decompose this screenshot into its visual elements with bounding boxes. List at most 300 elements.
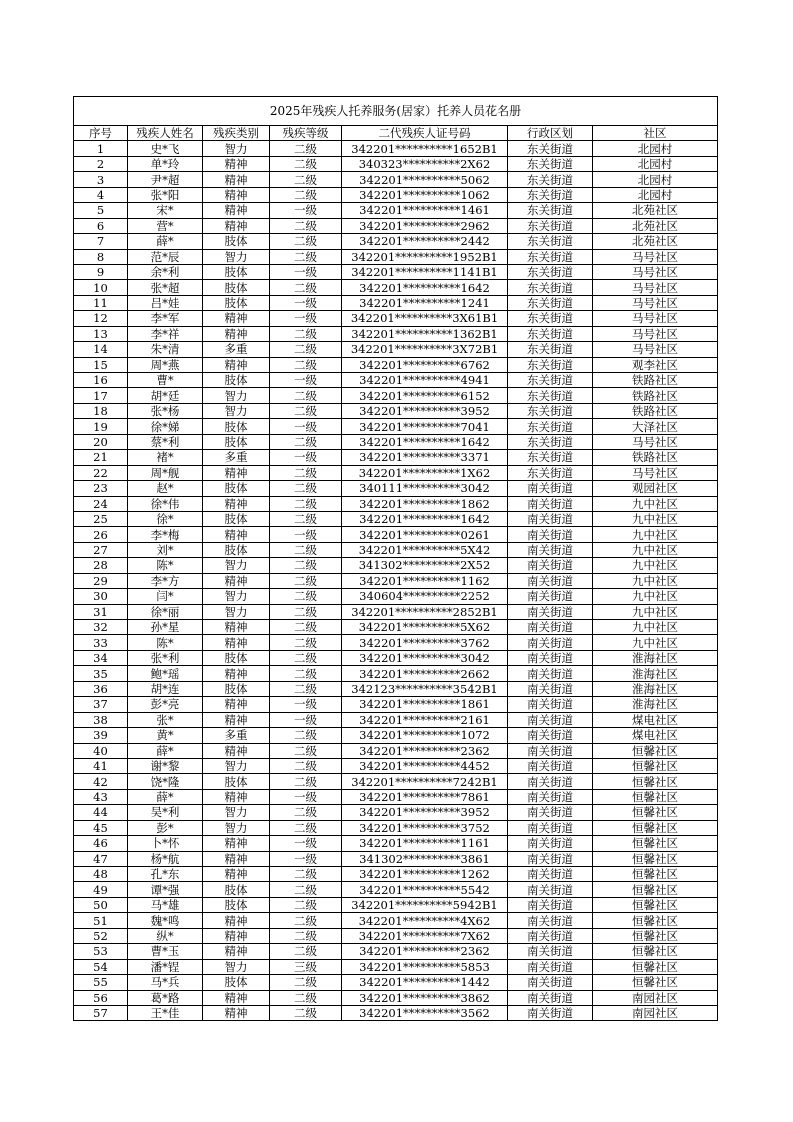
cell-cert-number: 342201**********3862 (342, 990, 508, 1005)
cell-level: 二级 (270, 357, 342, 372)
header-row (74, 126, 718, 141)
cell-category: 智力 (203, 959, 270, 974)
cell-cert-number: 340323**********2X62 (342, 156, 508, 171)
table-title: 2025年残疾人托养服务(居家）托养人员花名册 (74, 97, 718, 126)
cell-community: 马号社区 (593, 434, 718, 449)
cell-level: 二级 (270, 342, 342, 357)
cell-cert-number: 342201**********1652B1 (342, 141, 508, 156)
cell-district: 东关街道 (508, 187, 593, 202)
cell-district: 东关街道 (508, 465, 593, 480)
table-row (74, 388, 718, 403)
cell-index: 50 (74, 897, 128, 912)
cell-name: 张*超 (128, 280, 203, 295)
cell-community: 铁路社区 (593, 388, 718, 403)
table-row (74, 975, 718, 990)
cell-community: 九中社区 (593, 542, 718, 557)
cell-cert-number: 342201**********1362B1 (342, 326, 508, 341)
cell-category: 智力 (203, 805, 270, 820)
cell-level: 二级 (270, 913, 342, 928)
cell-name: 徐*丽 (128, 604, 203, 619)
table-row (74, 481, 718, 496)
cell-district: 东关街道 (508, 450, 593, 465)
table-row (74, 172, 718, 187)
cell-cert-number: 342201**********6762 (342, 357, 508, 372)
cell-category: 肢体 (203, 882, 270, 897)
cell-community: 北园村 (593, 141, 718, 156)
cell-cert-number: 342201**********1072 (342, 728, 508, 743)
cell-index: 4 (74, 187, 128, 202)
cell-index: 54 (74, 959, 128, 974)
cell-category: 多重 (203, 342, 270, 357)
cell-level: 二级 (270, 481, 342, 496)
table-row (74, 681, 718, 696)
table-row (74, 774, 718, 789)
cell-index: 27 (74, 542, 128, 557)
cell-category: 精神 (203, 218, 270, 233)
cell-level: 一级 (270, 203, 342, 218)
cell-level: 二级 (270, 758, 342, 773)
cell-district: 东关街道 (508, 357, 593, 372)
cell-level: 二级 (270, 867, 342, 882)
table-row (74, 156, 718, 171)
cell-level: 二级 (270, 882, 342, 897)
cell-community: 九中社区 (593, 620, 718, 635)
cell-category: 肢体 (203, 280, 270, 295)
cell-district: 南关街道 (508, 697, 593, 712)
cell-district: 南关街道 (508, 635, 593, 650)
cell-index: 29 (74, 573, 128, 588)
cell-cert-number: 342201**********5853 (342, 959, 508, 974)
cell-index: 3 (74, 172, 128, 187)
cell-cert-number: 342201**********1642 (342, 511, 508, 526)
cell-index: 52 (74, 928, 128, 943)
table-row (74, 496, 718, 511)
cell-level: 二级 (270, 728, 342, 743)
cell-cert-number: 342201**********5X42 (342, 542, 508, 557)
cell-community: 淮海社区 (593, 666, 718, 681)
cell-name: 陈* (128, 635, 203, 650)
cell-community: 恒馨社区 (593, 836, 718, 851)
cell-index: 21 (74, 450, 128, 465)
cell-name: 范*辰 (128, 249, 203, 264)
cell-cert-number: 342201**********5542 (342, 882, 508, 897)
cell-level: 二级 (270, 573, 342, 588)
cell-level: 二级 (270, 604, 342, 619)
cell-index: 28 (74, 558, 128, 573)
cell-level: 二级 (270, 326, 342, 341)
cell-category: 精神 (203, 311, 270, 326)
table-row (74, 650, 718, 665)
cell-name: 杨*航 (128, 851, 203, 866)
cell-category: 精神 (203, 913, 270, 928)
cell-category: 精神 (203, 527, 270, 542)
cell-level: 一级 (270, 264, 342, 279)
cell-level: 一级 (270, 789, 342, 804)
cell-index: 42 (74, 774, 128, 789)
cell-cert-number: 342201**********4X62 (342, 913, 508, 928)
cell-district: 南关街道 (508, 681, 593, 696)
cell-community: 恒馨社区 (593, 944, 718, 959)
cell-cert-number: 342201**********1161 (342, 836, 508, 851)
cell-index: 45 (74, 820, 128, 835)
cell-cert-number: 342201**********7861 (342, 789, 508, 804)
cell-level: 二级 (270, 620, 342, 635)
cell-cert-number: 340604**********2252 (342, 589, 508, 604)
cell-community: 北园村 (593, 187, 718, 202)
cell-name: 营* (128, 218, 203, 233)
cell-cert-number: 342201**********7X62 (342, 928, 508, 943)
cell-category: 肢体 (203, 650, 270, 665)
cell-community: 煤电社区 (593, 712, 718, 727)
table-row (74, 342, 718, 357)
table-row (74, 851, 718, 866)
cell-community: 恒馨社区 (593, 867, 718, 882)
cell-category: 精神 (203, 990, 270, 1005)
table-row (74, 434, 718, 449)
cell-index: 19 (74, 419, 128, 434)
cell-cert-number: 342201**********1862 (342, 496, 508, 511)
cell-cert-number: 342201**********5062 (342, 172, 508, 187)
cell-cert-number: 342201**********4941 (342, 373, 508, 388)
cell-district: 南关街道 (508, 573, 593, 588)
cell-index: 55 (74, 975, 128, 990)
cell-index: 6 (74, 218, 128, 233)
cell-cert-number: 342201**********1642 (342, 434, 508, 449)
cell-community: 九中社区 (593, 496, 718, 511)
cell-category: 多重 (203, 728, 270, 743)
cell-name: 孔*东 (128, 867, 203, 882)
cell-cert-number: 342201**********5X62 (342, 620, 508, 635)
cell-name: 黄* (128, 728, 203, 743)
cell-index: 43 (74, 789, 128, 804)
cell-district: 南关街道 (508, 897, 593, 912)
cell-cert-number: 342201**********1062 (342, 187, 508, 202)
cell-name: 史*飞 (128, 141, 203, 156)
cell-district: 南关街道 (508, 990, 593, 1005)
cell-cert-number: 342201**********1952B1 (342, 249, 508, 264)
cell-name: 潘*锃 (128, 959, 203, 974)
cell-cert-number: 342201**********1141B1 (342, 264, 508, 279)
cell-district: 南关街道 (508, 620, 593, 635)
cell-name: 魏*鸣 (128, 913, 203, 928)
cell-level: 二级 (270, 218, 342, 233)
cell-district: 东关街道 (508, 295, 593, 310)
cell-index: 41 (74, 758, 128, 773)
cell-cert-number: 341302**********2X52 (342, 558, 508, 573)
table-row (74, 882, 718, 897)
table-row (74, 743, 718, 758)
cell-district: 南关街道 (508, 604, 593, 619)
cell-category: 肢体 (203, 774, 270, 789)
cell-district: 东关街道 (508, 203, 593, 218)
header-index: 序号 (74, 126, 128, 141)
table-row (74, 419, 718, 434)
cell-cert-number: 342201**********7242B1 (342, 774, 508, 789)
cell-cert-number: 342201**********3042 (342, 650, 508, 665)
cell-category: 智力 (203, 388, 270, 403)
cell-cert-number: 342201**********3762 (342, 635, 508, 650)
cell-index: 49 (74, 882, 128, 897)
cell-level: 二级 (270, 897, 342, 912)
cell-index: 35 (74, 666, 128, 681)
cell-district: 南关街道 (508, 789, 593, 804)
cell-name: 谢*黎 (128, 758, 203, 773)
cell-level: 一级 (270, 373, 342, 388)
table-row (74, 295, 718, 310)
cell-name: 朱*清 (128, 342, 203, 357)
cell-level: 一级 (270, 712, 342, 727)
cell-community: 铁路社区 (593, 403, 718, 418)
cell-district: 南关街道 (508, 511, 593, 526)
cell-community: 淮海社区 (593, 697, 718, 712)
cell-index: 11 (74, 295, 128, 310)
cell-category: 肢体 (203, 295, 270, 310)
cell-community: 北苑社区 (593, 234, 718, 249)
cell-district: 南关街道 (508, 928, 593, 943)
cell-community: 九中社区 (593, 589, 718, 604)
cell-index: 8 (74, 249, 128, 264)
cell-index: 13 (74, 326, 128, 341)
cell-community: 南园社区 (593, 1005, 718, 1020)
cell-name: 李*方 (128, 573, 203, 588)
cell-cert-number: 342201**********2852B1 (342, 604, 508, 619)
table-row (74, 573, 718, 588)
cell-community: 九中社区 (593, 558, 718, 573)
cell-level: 一级 (270, 295, 342, 310)
cell-community: 马号社区 (593, 280, 718, 295)
cell-level: 二级 (270, 820, 342, 835)
cell-index: 51 (74, 913, 128, 928)
cell-index: 1 (74, 141, 128, 156)
cell-category: 多重 (203, 450, 270, 465)
cell-level: 二级 (270, 465, 342, 480)
cell-district: 东关街道 (508, 373, 593, 388)
cell-community: 铁路社区 (593, 373, 718, 388)
cell-district: 东关街道 (508, 264, 593, 279)
table-row (74, 620, 718, 635)
cell-cert-number: 340111**********3042 (342, 481, 508, 496)
table-row (74, 666, 718, 681)
cell-index: 15 (74, 357, 128, 372)
cell-district: 南关街道 (508, 527, 593, 542)
cell-cert-number: 342201**********4452 (342, 758, 508, 773)
table-row (74, 712, 718, 727)
cell-cert-number: 342123**********3542B1 (342, 681, 508, 696)
cell-level: 一级 (270, 527, 342, 542)
table-row (74, 589, 718, 604)
cell-level: 一级 (270, 311, 342, 326)
cell-community: 煤电社区 (593, 728, 718, 743)
cell-name: 彭*亮 (128, 697, 203, 712)
cell-community: 九中社区 (593, 604, 718, 619)
cell-community: 淮海社区 (593, 681, 718, 696)
table-row (74, 187, 718, 202)
cell-community: 马号社区 (593, 264, 718, 279)
cell-community: 九中社区 (593, 527, 718, 542)
cell-community: 恒馨社区 (593, 743, 718, 758)
cell-cert-number: 342201**********1642 (342, 280, 508, 295)
cell-cert-number: 342201**********1X62 (342, 465, 508, 480)
cell-category: 精神 (203, 712, 270, 727)
cell-level: 二级 (270, 542, 342, 557)
cell-name: 王*佳 (128, 1005, 203, 1020)
cell-level: 一级 (270, 450, 342, 465)
cell-index: 31 (74, 604, 128, 619)
cell-level: 二级 (270, 496, 342, 511)
cell-category: 精神 (203, 326, 270, 341)
table-row (74, 249, 718, 264)
cell-name: 张*阳 (128, 187, 203, 202)
cell-name: 葛*路 (128, 990, 203, 1005)
table-row (74, 897, 718, 912)
cell-category: 肢体 (203, 419, 270, 434)
cell-name: 李*祥 (128, 326, 203, 341)
header-community: 社区 (593, 126, 718, 141)
cell-category: 智力 (203, 403, 270, 418)
cell-cert-number: 342201**********3371 (342, 450, 508, 465)
cell-name: 余*利 (128, 264, 203, 279)
cell-name: 宋* (128, 203, 203, 218)
cell-name: 周*燕 (128, 357, 203, 372)
cell-district: 南关街道 (508, 805, 593, 820)
cell-level: 一级 (270, 419, 342, 434)
cell-index: 53 (74, 944, 128, 959)
cell-district: 南关街道 (508, 975, 593, 990)
cell-index: 37 (74, 697, 128, 712)
cell-category: 智力 (203, 141, 270, 156)
cell-community: 恒馨社区 (593, 820, 718, 835)
cell-name: 谭*强 (128, 882, 203, 897)
cell-index: 18 (74, 403, 128, 418)
cell-index: 44 (74, 805, 128, 820)
cell-index: 2 (74, 156, 128, 171)
table-row (74, 789, 718, 804)
cell-district: 南关街道 (508, 650, 593, 665)
cell-category: 智力 (203, 558, 270, 573)
cell-index: 10 (74, 280, 128, 295)
table-row (74, 867, 718, 882)
cell-category: 精神 (203, 187, 270, 202)
table-row (74, 558, 718, 573)
table-row (74, 805, 718, 820)
cell-name: 赵* (128, 481, 203, 496)
cell-category: 肢体 (203, 681, 270, 696)
table-row (74, 141, 718, 156)
cell-cert-number: 342201**********3952 (342, 403, 508, 418)
table-row (74, 280, 718, 295)
cell-level: 二级 (270, 928, 342, 943)
cell-level: 三级 (270, 959, 342, 974)
cell-district: 南关街道 (508, 851, 593, 866)
cell-index: 32 (74, 620, 128, 635)
table-row (74, 959, 718, 974)
cell-level: 二级 (270, 805, 342, 820)
cell-district: 东关街道 (508, 342, 593, 357)
cell-level: 一级 (270, 851, 342, 866)
cell-district: 南关街道 (508, 959, 593, 974)
table-row (74, 635, 718, 650)
cell-community: 恒馨社区 (593, 897, 718, 912)
cell-category: 精神 (203, 867, 270, 882)
cell-name: 卜*怀 (128, 836, 203, 851)
table-row (74, 511, 718, 526)
cell-index: 5 (74, 203, 128, 218)
cell-index: 57 (74, 1005, 128, 1020)
cell-name: 褚* (128, 450, 203, 465)
header-name: 残疾人姓名 (128, 126, 203, 141)
cell-cert-number: 342201**********1162 (342, 573, 508, 588)
cell-name: 鲍*瑶 (128, 666, 203, 681)
cell-community: 恒馨社区 (593, 851, 718, 866)
cell-category: 精神 (203, 203, 270, 218)
cell-level: 二级 (270, 650, 342, 665)
cell-cert-number: 342201**********1461 (342, 203, 508, 218)
cell-cert-number: 342201**********3562 (342, 1005, 508, 1020)
table-row (74, 820, 718, 835)
cell-level: 二级 (270, 774, 342, 789)
cell-level: 二级 (270, 172, 342, 187)
cell-category: 精神 (203, 573, 270, 588)
cell-category: 精神 (203, 156, 270, 171)
cell-district: 东关街道 (508, 280, 593, 295)
cell-level: 二级 (270, 403, 342, 418)
cell-level: 二级 (270, 511, 342, 526)
table-row (74, 234, 718, 249)
header-category: 残疾类别 (203, 126, 270, 141)
cell-index: 25 (74, 511, 128, 526)
cell-name: 陈* (128, 558, 203, 573)
cell-name: 纵* (128, 928, 203, 943)
cell-index: 40 (74, 743, 128, 758)
cell-community: 九中社区 (593, 635, 718, 650)
table-row (74, 357, 718, 372)
cell-district: 南关街道 (508, 743, 593, 758)
cell-level: 二级 (270, 589, 342, 604)
cell-index: 56 (74, 990, 128, 1005)
cell-district: 南关街道 (508, 481, 593, 496)
cell-name: 单*玲 (128, 156, 203, 171)
cell-category: 智力 (203, 249, 270, 264)
cell-name: 薛* (128, 743, 203, 758)
cell-cert-number: 342201**********7041 (342, 419, 508, 434)
cell-category: 精神 (203, 620, 270, 635)
table-row (74, 403, 718, 418)
cell-community: 北苑社区 (593, 218, 718, 233)
cell-name: 吴*利 (128, 805, 203, 820)
cell-index: 26 (74, 527, 128, 542)
table-row (74, 990, 718, 1005)
cell-name: 张*利 (128, 650, 203, 665)
cell-district: 东关街道 (508, 311, 593, 326)
cell-level: 二级 (270, 249, 342, 264)
table-row (74, 264, 718, 279)
cell-cert-number: 342201**********2962 (342, 218, 508, 233)
cell-community: 马号社区 (593, 249, 718, 264)
header-district: 行政区划 (508, 126, 593, 141)
cell-district: 东关街道 (508, 218, 593, 233)
cell-district: 南关街道 (508, 712, 593, 727)
cell-district: 南关街道 (508, 589, 593, 604)
cell-index: 14 (74, 342, 128, 357)
cell-cert-number: 342201**********5942B1 (342, 897, 508, 912)
cell-index: 30 (74, 589, 128, 604)
cell-category: 精神 (203, 944, 270, 959)
cell-name: 马*兵 (128, 975, 203, 990)
cell-index: 33 (74, 635, 128, 650)
cell-name: 曹* (128, 373, 203, 388)
cell-district: 南关街道 (508, 666, 593, 681)
table-row (74, 203, 718, 218)
